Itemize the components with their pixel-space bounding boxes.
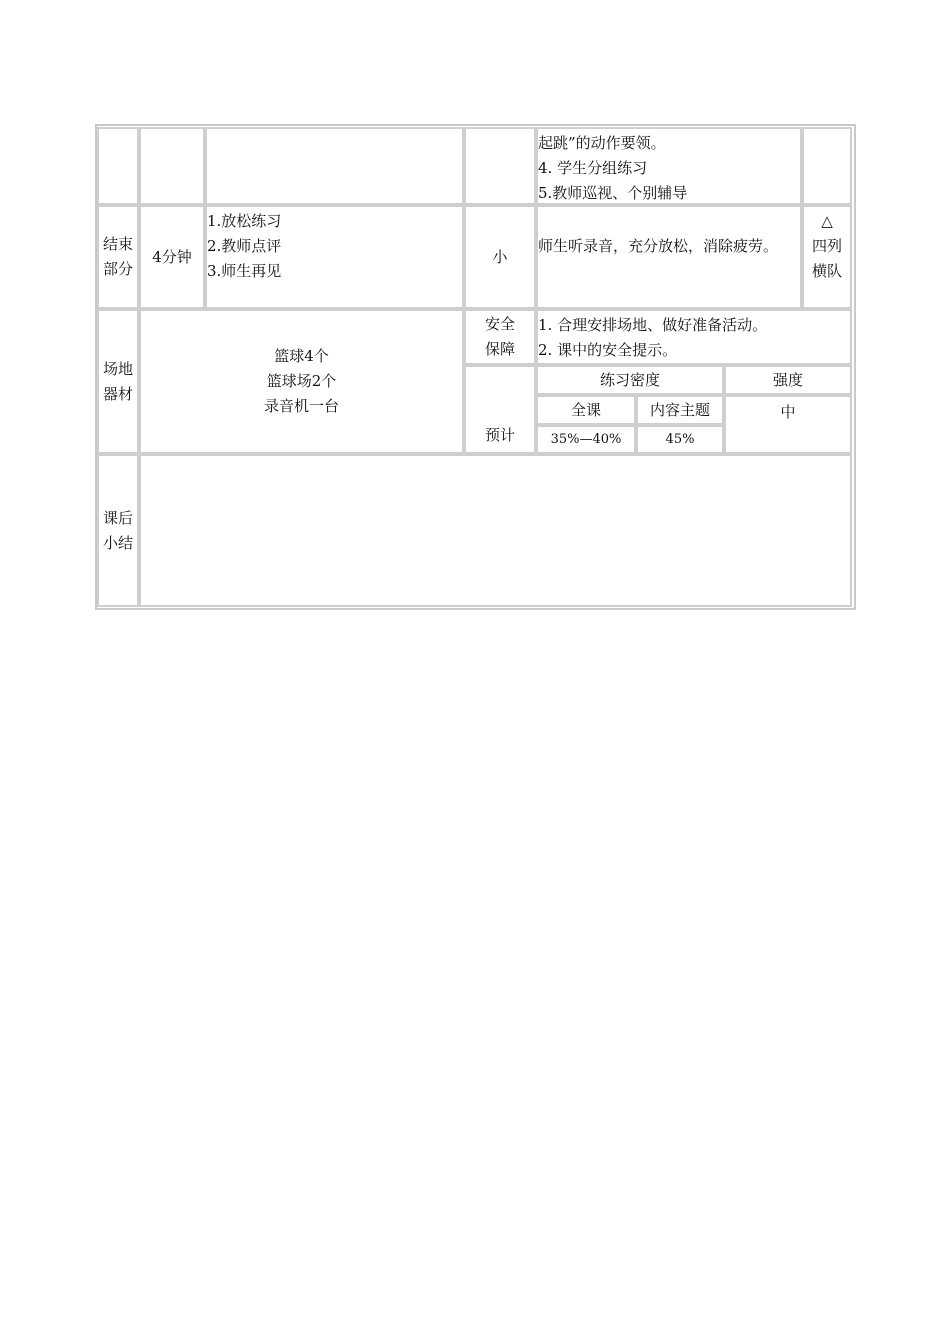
end-content-cell [205,205,464,309]
summary-label: 小结 [102,533,133,552]
intensity-header: 强度 [772,370,803,389]
continuation-formation-cell [802,127,852,205]
end-load-cell [464,205,536,309]
continuation-time-cell [139,127,205,205]
main-content-value-cell [636,425,724,454]
safety-line: 2. 课中的安全提示。 [538,341,678,359]
end-formation-cell [802,205,852,309]
intensity-value-cell [724,395,852,454]
triangle-icon: △ [821,212,833,230]
safety-content-cell [536,309,852,365]
main-content-value: 45% [665,432,695,447]
equipment-line: 篮球4个 [274,347,329,365]
forecast-label-cell [464,365,536,454]
venue-label-cell [97,309,139,454]
whole-class-label: 全课 [570,400,601,419]
end-load: 小 [492,247,508,266]
equipment-line: 录音机一台 [263,397,339,415]
continuation-line: 5.教师巡视、个别辅导 [538,184,688,202]
main-content-label: 内容主题 [649,400,710,419]
end-section-label: 部分 [102,260,133,278]
forecast-label: 预计 [484,426,515,444]
continuation-content-cell [205,127,464,205]
end-content-line: 2.教师点评 [207,237,282,255]
end-section-label: 结束 [102,235,133,253]
equipment-line: 篮球场2个 [266,372,337,390]
safety-label-cell [464,309,536,365]
venue-label: 器材 [102,384,133,403]
whole-class-value: 35%—40% [550,432,622,447]
safety-label: 保障 [484,340,515,358]
whole-class-label-cell [536,395,636,425]
main-content-label-cell [636,395,724,425]
venue-label: 场地 [102,359,133,378]
safety-line: 1. 合理安排场地、做好准备活动。 [538,316,768,334]
summary-label: 课后 [102,508,133,527]
continuation-method-cell [536,127,802,205]
summary-content-cell [139,454,852,607]
end-time: 4分钟 [152,247,192,266]
end-time-cell [139,205,205,309]
end-content-line: 3.师生再见 [207,262,282,280]
end-formation-line: 横队 [811,262,842,280]
intensity-header-cell [724,365,852,395]
continuation-section-cell [97,127,139,205]
end-section-cell [97,205,139,309]
end-method-cell [536,205,802,309]
intensity-value: 中 [780,403,796,421]
continuation-line: 4. 学生分组练习 [538,159,648,177]
safety-label: 安全 [484,315,515,333]
whole-class-value-cell [536,425,636,454]
density-header: 练习密度 [599,370,660,389]
summary-label-cell [97,454,139,607]
equipment-cell [139,309,464,454]
end-formation-line: 四列 [811,237,842,255]
end-method: 师生听录音，充分放松，消除疲劳。 [538,237,779,255]
continuation-load-cell [464,127,536,205]
continuation-line: 起跳”的动作要领。 [538,134,666,152]
density-header-cell [536,365,724,395]
end-content-line: 1.放松练习 [207,212,282,230]
